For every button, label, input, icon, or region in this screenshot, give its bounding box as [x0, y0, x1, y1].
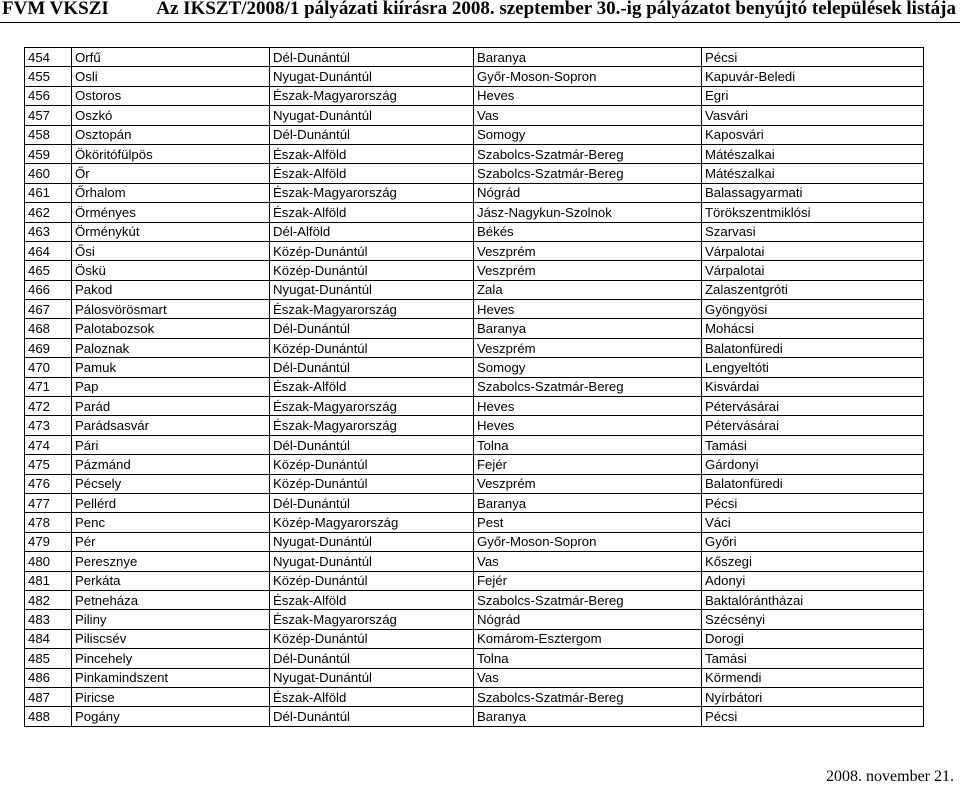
county-cell: Jász-Nagykun-Szolnok — [474, 203, 702, 222]
row-number-cell: 459 — [25, 144, 72, 163]
subregion-cell: Tamási — [702, 435, 924, 454]
region-cell: Közép-Dunántúl — [270, 338, 474, 357]
region-cell: Közép-Dunántúl — [270, 455, 474, 474]
settlement-name-cell: Piliny — [72, 610, 270, 629]
county-cell: Szabolcs-Szatmár-Bereg — [474, 164, 702, 183]
settlement-name-cell: Pázmánd — [72, 455, 270, 474]
settlement-name-cell: Pálosvörösmart — [72, 300, 270, 319]
settlement-name-cell: Pécsely — [72, 474, 270, 493]
region-cell: Észak-Magyarország — [270, 416, 474, 435]
county-cell: Tolna — [474, 649, 702, 668]
county-cell: Szabolcs-Szatmár-Bereg — [474, 144, 702, 163]
row-number-cell: 464 — [25, 241, 72, 260]
county-cell: Veszprém — [474, 241, 702, 260]
region-cell: Észak-Magyarország — [270, 610, 474, 629]
subregion-cell: Zalaszentgróti — [702, 280, 924, 299]
table-row — [25, 571, 924, 590]
region-cell: Nyugat-Dunántúl — [270, 67, 474, 86]
county-cell: Veszprém — [474, 474, 702, 493]
subregion-cell: Kapuvár-Beledi — [702, 67, 924, 86]
subregion-cell: Körmendi — [702, 668, 924, 687]
region-cell: Dél-Dunántúl — [270, 125, 474, 144]
settlement-name-cell: Paloznak — [72, 338, 270, 357]
subregion-cell: Nyírbátori — [702, 687, 924, 706]
subregion-cell: Lengyeltóti — [702, 358, 924, 377]
county-cell: Szabolcs-Szatmár-Bereg — [474, 590, 702, 609]
subregion-cell: Mohácsi — [702, 319, 924, 338]
row-number-cell: 481 — [25, 571, 72, 590]
settlement-name-cell: Pakod — [72, 280, 270, 299]
row-number-cell: 484 — [25, 629, 72, 648]
row-number-cell: 460 — [25, 164, 72, 183]
subregion-cell: Balassagyarmati — [702, 183, 924, 202]
subregion-cell: Tamási — [702, 649, 924, 668]
region-cell: Észak-Alföld — [270, 590, 474, 609]
table-row — [25, 590, 924, 609]
row-number-cell: 454 — [25, 48, 72, 67]
row-number-cell: 478 — [25, 513, 72, 532]
county-cell: Békés — [474, 222, 702, 241]
row-number-cell: 473 — [25, 416, 72, 435]
region-cell: Dél-Dunántúl — [270, 358, 474, 377]
county-cell: Vas — [474, 668, 702, 687]
table-row — [25, 474, 924, 493]
subregion-cell: Szarvasi — [702, 222, 924, 241]
row-number-cell: 482 — [25, 590, 72, 609]
row-number-cell: 467 — [25, 300, 72, 319]
table-row — [25, 668, 924, 687]
table-row — [25, 203, 924, 222]
county-cell: Győr-Moson-Sopron — [474, 67, 702, 86]
table-row — [25, 183, 924, 202]
row-number-cell: 468 — [25, 319, 72, 338]
row-number-cell: 455 — [25, 67, 72, 86]
county-cell: Szabolcs-Szatmár-Bereg — [474, 687, 702, 706]
settlement-name-cell: Pogány — [72, 707, 270, 726]
footer-date: 2008. november 21. — [826, 768, 954, 785]
region-cell: Dél-Dunántúl — [270, 435, 474, 454]
county-cell: Vas — [474, 552, 702, 571]
row-number-cell: 483 — [25, 610, 72, 629]
settlement-name-cell: Osli — [72, 67, 270, 86]
table-row — [25, 338, 924, 357]
table-row — [25, 416, 924, 435]
subregion-cell: Kisvárdai — [702, 377, 924, 396]
table-row — [25, 358, 924, 377]
subregion-cell: Győri — [702, 532, 924, 551]
table-row — [25, 649, 924, 668]
settlements-table-body — [25, 48, 924, 727]
county-cell: Baranya — [474, 493, 702, 512]
region-cell: Dél-Dunántúl — [270, 649, 474, 668]
county-cell: Heves — [474, 416, 702, 435]
table-row — [25, 687, 924, 706]
subregion-cell: Pétervásárai — [702, 397, 924, 416]
region-cell: Észak-Alföld — [270, 203, 474, 222]
county-cell: Nógrád — [474, 610, 702, 629]
settlement-name-cell: Ostoros — [72, 86, 270, 105]
subregion-cell: Gárdonyi — [702, 455, 924, 474]
county-cell: Heves — [474, 300, 702, 319]
organization-name: FVM VKSZI — [2, 0, 109, 19]
region-cell: Észak-Alföld — [270, 144, 474, 163]
county-cell: Szabolcs-Szatmár-Bereg — [474, 377, 702, 396]
region-cell: Dél-Dunántúl — [270, 707, 474, 726]
settlement-name-cell: Őr — [72, 164, 270, 183]
row-number-cell: 476 — [25, 474, 72, 493]
subregion-cell: Dorogi — [702, 629, 924, 648]
row-number-cell: 486 — [25, 668, 72, 687]
table-row — [25, 86, 924, 105]
row-number-cell: 470 — [25, 358, 72, 377]
subregion-cell: Mátészalkai — [702, 144, 924, 163]
region-cell: Közép-Magyarország — [270, 513, 474, 532]
table-row — [25, 106, 924, 125]
settlement-name-cell: Örményes — [72, 203, 270, 222]
subregion-cell: Gyöngyösi — [702, 300, 924, 319]
county-cell: Baranya — [474, 707, 702, 726]
region-cell: Észak-Magyarország — [270, 86, 474, 105]
row-number-cell: 477 — [25, 493, 72, 512]
region-cell: Észak-Alföld — [270, 377, 474, 396]
table-row — [25, 552, 924, 571]
settlement-name-cell: Öskü — [72, 261, 270, 280]
county-cell: Zala — [474, 280, 702, 299]
subregion-cell: Várpalotai — [702, 241, 924, 260]
row-number-cell: 475 — [25, 455, 72, 474]
county-cell: Somogy — [474, 125, 702, 144]
settlement-name-cell: Ököritófülpös — [72, 144, 270, 163]
region-cell: Észak-Alföld — [270, 687, 474, 706]
settlement-name-cell: Perkáta — [72, 571, 270, 590]
row-number-cell: 469 — [25, 338, 72, 357]
county-cell: Fejér — [474, 455, 702, 474]
subregion-cell: Pécsi — [702, 493, 924, 512]
settlement-name-cell: Ősi — [72, 241, 270, 260]
table-row — [25, 144, 924, 163]
county-cell: Komárom-Esztergom — [474, 629, 702, 648]
region-cell: Nyugat-Dunántúl — [270, 668, 474, 687]
table-row — [25, 532, 924, 551]
subregion-cell: Kaposvári — [702, 125, 924, 144]
region-cell: Közép-Dunántúl — [270, 474, 474, 493]
table-row — [25, 319, 924, 338]
subregion-cell: Pécsi — [702, 48, 924, 67]
table-row — [25, 610, 924, 629]
region-cell: Közép-Dunántúl — [270, 629, 474, 648]
row-number-cell: 487 — [25, 687, 72, 706]
table-row — [25, 455, 924, 474]
region-cell: Észak-Magyarország — [270, 397, 474, 416]
region-cell: Dél-Dunántúl — [270, 48, 474, 67]
row-number-cell: 458 — [25, 125, 72, 144]
table-row — [25, 164, 924, 183]
settlement-name-cell: Pér — [72, 532, 270, 551]
row-number-cell: 472 — [25, 397, 72, 416]
row-number-cell: 479 — [25, 532, 72, 551]
region-cell: Észak-Magyarország — [270, 183, 474, 202]
settlement-name-cell: Pári — [72, 435, 270, 454]
row-number-cell: 461 — [25, 183, 72, 202]
settlement-name-cell: Petneháza — [72, 590, 270, 609]
settlement-name-cell: Pinkamindszent — [72, 668, 270, 687]
settlement-name-cell: Osztopán — [72, 125, 270, 144]
row-number-cell: 485 — [25, 649, 72, 668]
subregion-cell: Törökszentmiklósi — [702, 203, 924, 222]
region-cell: Dél-Alföld — [270, 222, 474, 241]
page-header — [0, 0, 960, 24]
table-row — [25, 241, 924, 260]
row-number-cell: 474 — [25, 435, 72, 454]
settlement-name-cell: Őrhalom — [72, 183, 270, 202]
table-row — [25, 377, 924, 396]
county-cell: Nógrád — [474, 183, 702, 202]
settlement-name-cell: Piricse — [72, 687, 270, 706]
row-number-cell: 462 — [25, 203, 72, 222]
table-row — [25, 707, 924, 726]
subregion-cell: Mátészalkai — [702, 164, 924, 183]
table-row — [25, 397, 924, 416]
region-cell: Nyugat-Dunántúl — [270, 280, 474, 299]
region-cell: Közép-Dunántúl — [270, 261, 474, 280]
region-cell: Nyugat-Dunántúl — [270, 106, 474, 125]
subregion-cell: Kőszegi — [702, 552, 924, 571]
subregion-cell: Egri — [702, 86, 924, 105]
row-number-cell: 471 — [25, 377, 72, 396]
subregion-cell: Váci — [702, 513, 924, 532]
row-number-cell: 457 — [25, 106, 72, 125]
row-number-cell: 463 — [25, 222, 72, 241]
subregion-cell: Balatonfüredi — [702, 474, 924, 493]
row-number-cell: 480 — [25, 552, 72, 571]
table-row — [25, 67, 924, 86]
table-row — [25, 435, 924, 454]
settlement-name-cell: Pap — [72, 377, 270, 396]
region-cell: Nyugat-Dunántúl — [270, 552, 474, 571]
county-cell: Pest — [474, 513, 702, 532]
subregion-cell: Várpalotai — [702, 261, 924, 280]
settlement-name-cell: Örménykút — [72, 222, 270, 241]
settlement-name-cell: Peresznye — [72, 552, 270, 571]
subregion-cell: Vasvári — [702, 106, 924, 125]
region-cell: Észak-Alföld — [270, 164, 474, 183]
settlement-name-cell: Orfű — [72, 48, 270, 67]
table-row — [25, 222, 924, 241]
county-cell: Fejér — [474, 571, 702, 590]
subregion-cell: Baktalórántházai — [702, 590, 924, 609]
subregion-cell: Pétervásárai — [702, 416, 924, 435]
subregion-cell: Adonyi — [702, 571, 924, 590]
table-row — [25, 513, 924, 532]
county-cell: Veszprém — [474, 338, 702, 357]
county-cell: Heves — [474, 397, 702, 416]
table-row — [25, 300, 924, 319]
settlements-table — [24, 47, 924, 727]
county-cell: Baranya — [474, 319, 702, 338]
county-cell: Tolna — [474, 435, 702, 454]
region-cell: Nyugat-Dunántúl — [270, 532, 474, 551]
settlement-name-cell: Penc — [72, 513, 270, 532]
region-cell: Észak-Magyarország — [270, 300, 474, 319]
settlement-name-cell: Parád — [72, 397, 270, 416]
settlement-name-cell: Pamuk — [72, 358, 270, 377]
subregion-cell: Szécsényi — [702, 610, 924, 629]
region-cell: Közép-Dunántúl — [270, 241, 474, 260]
settlement-name-cell: Pellérd — [72, 493, 270, 512]
table-row — [25, 261, 924, 280]
county-cell: Győr-Moson-Sopron — [474, 532, 702, 551]
subregion-cell: Pécsi — [702, 707, 924, 726]
county-cell: Veszprém — [474, 261, 702, 280]
table-row — [25, 48, 924, 67]
settlement-name-cell: Oszkó — [72, 106, 270, 125]
table-row — [25, 125, 924, 144]
header-divider — [0, 22, 960, 23]
region-cell: Dél-Dunántúl — [270, 493, 474, 512]
row-number-cell: 456 — [25, 86, 72, 105]
table-row — [25, 280, 924, 299]
table-row — [25, 629, 924, 648]
county-cell: Baranya — [474, 48, 702, 67]
row-number-cell: 466 — [25, 280, 72, 299]
settlement-name-cell: Pincehely — [72, 649, 270, 668]
row-number-cell: 488 — [25, 707, 72, 726]
county-cell: Vas — [474, 106, 702, 125]
subregion-cell: Balatonfüredi — [702, 338, 924, 357]
row-number-cell: 465 — [25, 261, 72, 280]
settlement-name-cell: Parádsasvár — [72, 416, 270, 435]
county-cell: Somogy — [474, 358, 702, 377]
settlement-name-cell: Piliscsév — [72, 629, 270, 648]
region-cell: Dél-Dunántúl — [270, 319, 474, 338]
region-cell: Közép-Dunántúl — [270, 571, 474, 590]
county-cell: Heves — [474, 86, 702, 105]
settlement-name-cell: Palotabozsok — [72, 319, 270, 338]
table-row — [25, 493, 924, 512]
document-title: Az IKSZT/2008/1 pályázati kiírásra 2008. szeptember 30.-ig pályázatot benyújtó települések listája — [156, 0, 956, 19]
